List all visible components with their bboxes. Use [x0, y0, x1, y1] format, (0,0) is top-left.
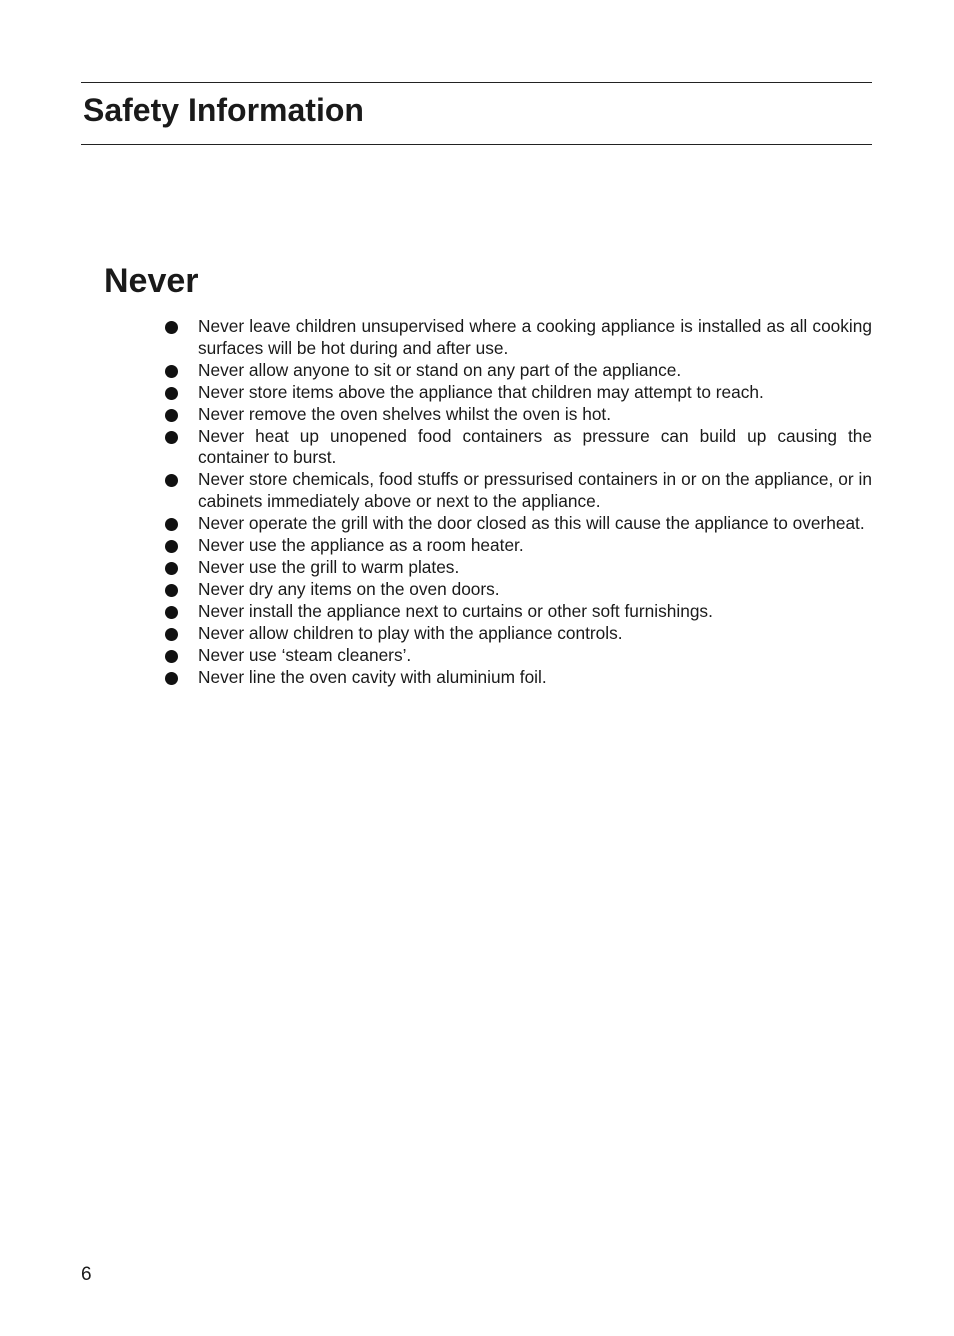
bullet-icon: [165, 474, 178, 487]
bullet-icon: [165, 540, 178, 553]
list-item: [163, 360, 872, 382]
page-title: Safety Information: [83, 92, 364, 128]
bullet-icon: [165, 431, 178, 444]
list-item: [163, 426, 872, 470]
bullet-icon: [165, 584, 178, 597]
bullet-icon: [165, 409, 178, 422]
list-item: [163, 579, 872, 601]
list-item-text: Never dry any items on the oven doors.: [198, 578, 500, 599]
list-item-text: Never allow anyone to sit or stand on any part of the appliance.: [198, 359, 682, 380]
list-item-text: Never operate the grill with the door closed as this will cause the appliance to overheat.: [198, 513, 865, 534]
bullet-icon: [165, 518, 178, 531]
list-item-text: Never use ‘steam cleaners’.: [198, 644, 412, 665]
bullet-icon: [165, 628, 178, 641]
bullet-icon: [165, 562, 178, 575]
list-item-text: Never use the appliance as a room heater.: [198, 535, 524, 556]
list-item: [163, 469, 872, 513]
list-item-text: Never allow children to play with the appliance controls.: [198, 622, 623, 643]
list-item-text: Never store items above the appliance that children may attempt to reach.: [198, 381, 764, 402]
list-item: [163, 316, 872, 360]
header-bottom-rule: [81, 144, 872, 145]
list-item-text: Never remove the oven shelves whilst the oven is hot.: [198, 403, 612, 424]
list-item: [163, 623, 872, 645]
list-item-text: Never install the appliance next to curtains or other soft furnishings.: [198, 600, 713, 621]
list-item-text: Never leave children unsupervised where a cooking appliance is installed as all cooking surfaces will be hot during and after use.: [198, 316, 872, 358]
bullet-icon: [165, 650, 178, 663]
list-item-text: Never heat up unopened food containers as pressure can build up causing the container to burst.: [198, 425, 872, 468]
list-item: [163, 404, 872, 426]
list-item-text: Never line the oven cavity with aluminium foil.: [198, 666, 547, 687]
bullet-icon: [165, 606, 178, 619]
section-title: Never: [104, 262, 199, 300]
bullet-icon: [165, 321, 178, 334]
never-list: [163, 316, 872, 688]
bullet-icon: [165, 672, 178, 685]
list-item: [163, 601, 872, 623]
list-item-text: Never use the grill to warm plates.: [198, 556, 460, 577]
bullet-icon: [165, 365, 178, 378]
list-item: [163, 535, 872, 557]
page-number: 6: [81, 1264, 92, 1285]
list-item: [163, 382, 872, 404]
header-top-rule: [81, 82, 872, 83]
list-item: [163, 667, 872, 689]
bullet-icon: [165, 387, 178, 400]
list-item: [163, 645, 872, 667]
list-item: [163, 557, 872, 579]
list-item: [163, 513, 872, 535]
list-item-text: Never store chemicals, food stuffs or pressurised containers in or on the appliance, or in cabinets immediately above or next to the appliance.: [198, 469, 872, 512]
